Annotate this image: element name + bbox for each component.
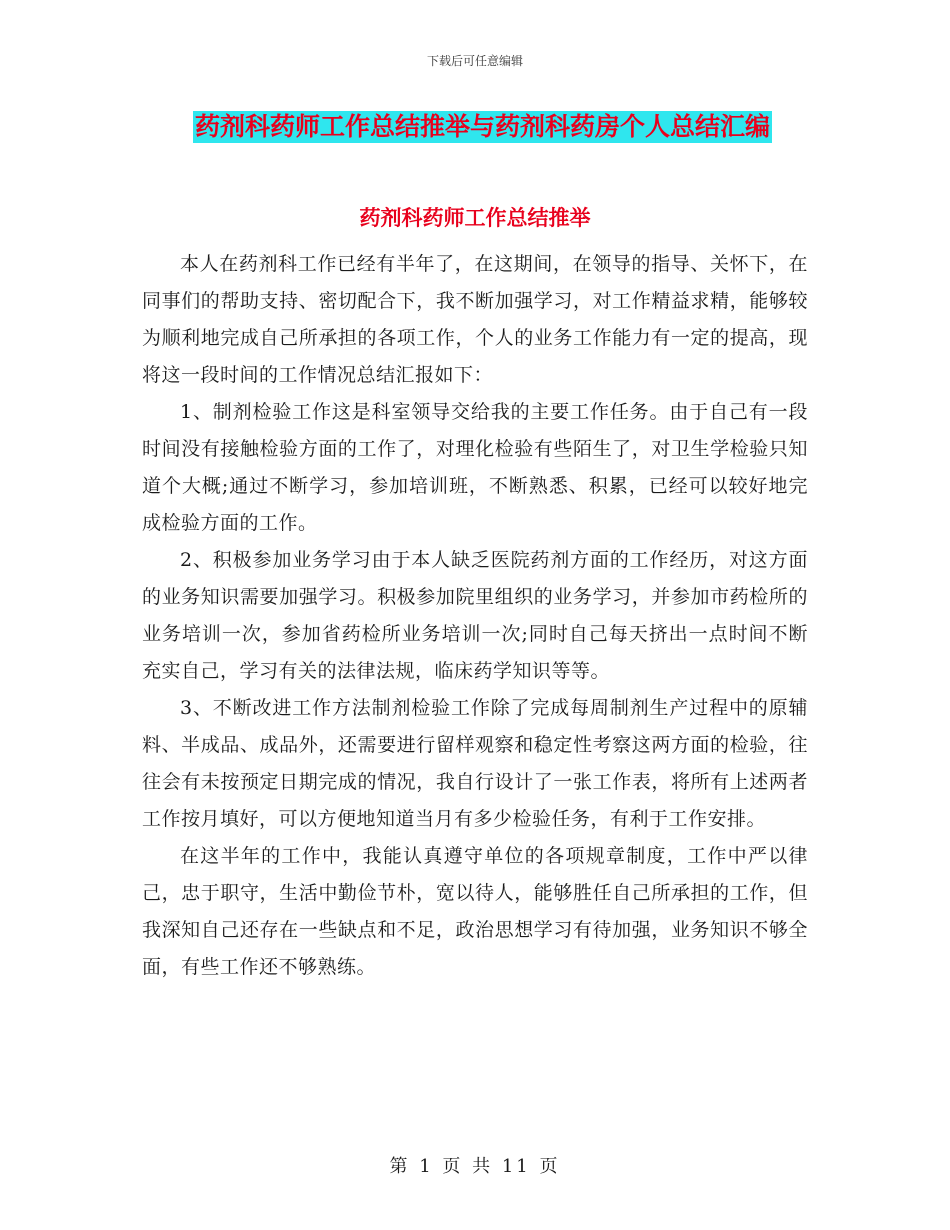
page-number: 第 1 页 共 11 页 (389, 1156, 561, 1177)
paragraph-intro: 本人在药剂科工作已经有半年了，在这期间，在领导的指导、关怀下，在同事们的帮助支持、密切配合下，我不断加强学习，对工作精益求精，能够较为顺利地完成自己所承担的各项工作，个人的业务工作能力有一定的提高，现将这一段时间的工作情况总结汇报如下： (142, 253, 808, 386)
document-body (142, 246, 808, 986)
section-title: 药剂科药师工作总结推举 (359, 206, 591, 230)
document-title: 药剂科药师工作总结推举与药剂科药房个人总结汇编 (195, 112, 771, 141)
page-header-note: 下载后可任意编辑 (426, 54, 523, 68)
paragraph-item-2: 2、积极参加业务学习由于本人缺乏医院药剂方面的工作经历，对这方面的业务知识需要加强学习。积极参加院里组织的业务学习，并参加市药检所的业务培训一次，参加省药检所业务培训一次;同时自己每天挤出一点时间不断充实自己，学习有关的法律法规，临床药学知识等等。 (142, 549, 808, 682)
paragraph-item-1: 1、制剂检验工作这是科室领导交给我的主要工作任务。由于自己有一段时间没有接触检验方面的工作了，对理化检验有些陌生了，对卫生学检验只知道个大概;通过不断学习，参加培训班，不断熟悉、积累，已经可以较好地完成检验方面的工作。 (142, 401, 808, 534)
paragraph-item-3: 3、不断改进工作方法制剂检验工作除了完成每周制剂生产过程中的原辅料、半成品、成品外，还需要进行留样观察和稳定性考察这两方面的检验，往往会有未按预定日期完成的情况，我自行设计了一张工作表，将所有上述两者工作按月填好，可以方便地知道当月有多少检验任务，有利于工作安排。 (142, 697, 808, 830)
paragraph-conclusion: 在这半年的工作中，我能认真遵守单位的各项规章制度，工作中严以律己，忠于职守，生活中勤俭节朴，宽以待人，能够胜任自己所承担的工作，但我深知自己还存在一些缺点和不足，政治思想学习有待加强，业务知识不够全面，有些工作还不够熟练。 (142, 845, 808, 978)
